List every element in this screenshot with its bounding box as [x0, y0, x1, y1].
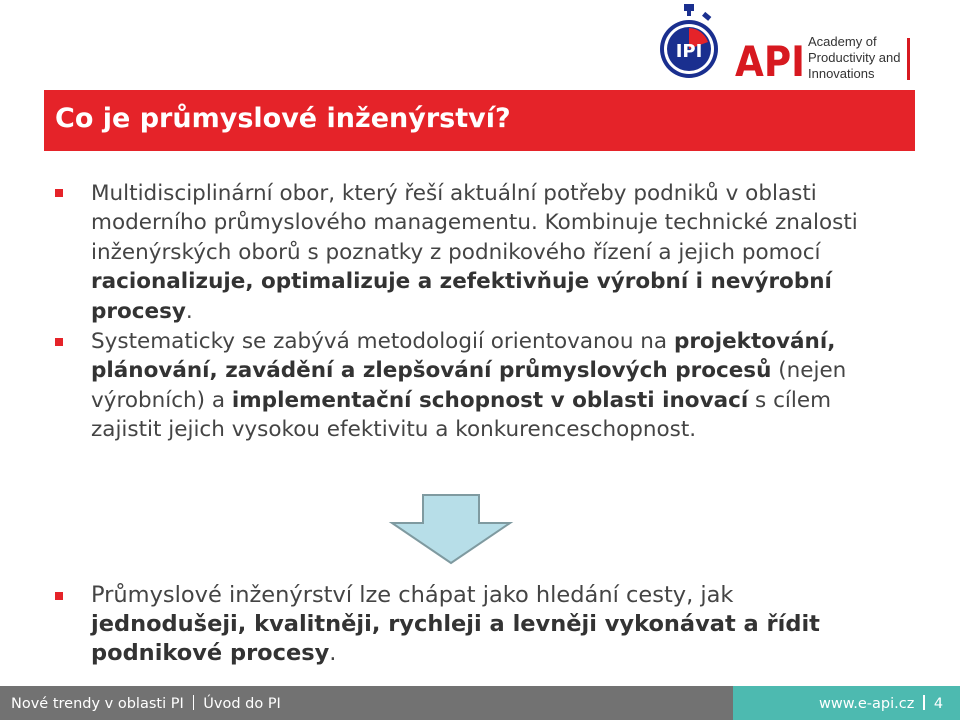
academy-name: [808, 34, 901, 82]
bullet-bold-text: implementační schopnost v oblasti inovací: [231, 387, 749, 413]
footer-meta: [819, 695, 943, 712]
footer-breadcrumb: [11, 695, 281, 712]
bullet-text: Průmyslové inženýrství lze chápat jako hledání cesty, jak: [91, 582, 734, 608]
academy-line: Productivity and: [808, 50, 901, 65]
bullet-marker: [55, 338, 63, 346]
bullet-text: (nejen výrobních) a: [91, 358, 847, 413]
bullet-text: Multidisciplinární obor, který řeší aktuální potřeby podniků v oblasti moderního průmyslového managementu. Kombinuje technické znalosti inženýrských oborů s poznatky z podnikového řízení a jejich pomocí: [91, 181, 858, 265]
academy-line: Innovations: [808, 66, 875, 81]
bullet-1: [91, 179, 881, 326]
bullet-marker: [55, 189, 63, 197]
academy-line: Academy of: [808, 34, 877, 49]
stopwatch-logo-text: IPI: [675, 41, 703, 62]
logo-divider: [907, 38, 910, 80]
bullet-marker: [55, 592, 63, 600]
footer-lesson: Úvod do PI: [203, 696, 281, 712]
slide-title: Co je průmyslové inženýrství?: [55, 103, 511, 134]
footer-separator: [193, 695, 195, 710]
bullet-bold-text: racionalizuje, optimalizuje a zefektivňuje výrobní i nevýrobní procesy: [91, 269, 832, 324]
bullet-bold-text: projektování, plánování, zavádění a zlepšování průmyslových procesů: [91, 329, 836, 384]
bullet-text: .: [329, 640, 337, 666]
bullet-3: [91, 581, 881, 668]
api-logo: [735, 36, 805, 86]
ipi-stopwatch-logo: [658, 4, 720, 82]
bullet-text: s cílem zajistit jejich vysokou efektivitu a konkurenceschopnost.: [91, 387, 832, 443]
page-number: 4: [933, 696, 944, 712]
bullet-text: .: [185, 298, 193, 324]
down-arrow-icon: [390, 493, 512, 565]
footer-course: Nové trendy v oblasti PI: [11, 696, 184, 712]
footer-website[interactable]: www.e-api.cz: [819, 696, 915, 712]
bullet-2: [91, 327, 881, 445]
footer-left: [0, 686, 733, 720]
footer-right: [733, 686, 960, 720]
title-bar: [44, 90, 915, 151]
bullet-text: Systematicky se zabývá metodologií orientovanou na: [91, 329, 674, 354]
footer-separator: [923, 695, 925, 710]
api-logo-text: API: [735, 37, 805, 86]
bullet-bold-text: jednodušeji, kvalitněji, rychleji a levněji vykonávat a řídit podnikové procesy: [91, 611, 820, 666]
footer: [0, 686, 960, 720]
